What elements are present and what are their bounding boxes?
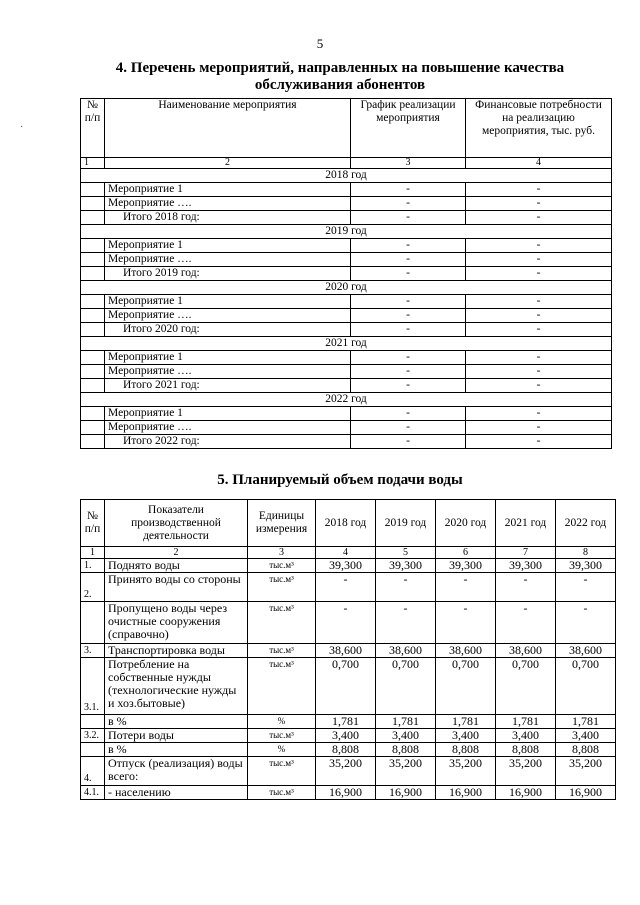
measure-name: Мероприятие …. bbox=[105, 421, 351, 435]
column-numbers-row bbox=[81, 158, 612, 169]
year-value: 38,600 bbox=[556, 644, 616, 658]
row-number: 4.1. bbox=[81, 786, 105, 800]
row-number bbox=[81, 239, 105, 253]
measure-name: Мероприятие 1 bbox=[105, 183, 351, 197]
margin-mark: · bbox=[20, 122, 24, 133]
row-number: 3.2. bbox=[81, 729, 105, 743]
measure-finance: - bbox=[466, 253, 612, 267]
column-number: 4 bbox=[466, 158, 612, 169]
year-value: 35,200 bbox=[316, 757, 376, 786]
measure-finance: - bbox=[466, 309, 612, 323]
row-number bbox=[81, 197, 105, 211]
year-value: 1,781 bbox=[556, 715, 616, 729]
measure-finance: - bbox=[466, 421, 612, 435]
measure-schedule: - bbox=[351, 379, 466, 393]
page-number: 5 bbox=[316, 36, 324, 51]
measure-schedule: - bbox=[351, 197, 466, 211]
year-value: 39,300 bbox=[376, 559, 436, 573]
column-number: 6 bbox=[436, 547, 496, 559]
header-cell: График реализации мероприятия bbox=[351, 99, 466, 158]
measure-finance: - bbox=[466, 365, 612, 379]
measure-row bbox=[81, 407, 612, 421]
year-value: 16,900 bbox=[316, 786, 376, 800]
year-value: 8,808 bbox=[436, 743, 496, 757]
row-number bbox=[81, 211, 105, 225]
year-total-label: Итого 2022 год: bbox=[105, 435, 351, 449]
column-number: 5 bbox=[376, 547, 436, 559]
year-row bbox=[81, 225, 612, 239]
row-number bbox=[81, 743, 105, 757]
measure-row bbox=[81, 295, 612, 309]
unit-cell: тыс.м³ bbox=[248, 602, 316, 644]
measure-finance: - bbox=[466, 183, 612, 197]
year-value: 38,600 bbox=[316, 644, 376, 658]
row-number bbox=[81, 379, 105, 393]
row-number bbox=[81, 435, 105, 449]
indicator-name: Пропущено воды через очистные сооружения (справочно) bbox=[105, 602, 248, 644]
year-value: - bbox=[316, 602, 376, 644]
year-total-label: Итого 2018 год: bbox=[105, 211, 351, 225]
year-value: - bbox=[436, 573, 496, 602]
measure-row bbox=[81, 239, 612, 253]
row-number bbox=[81, 602, 105, 644]
header-cell: Единицы измерения bbox=[248, 500, 316, 547]
measure-name: Мероприятие 1 bbox=[105, 351, 351, 365]
row-number bbox=[81, 365, 105, 379]
measure-finance: - bbox=[466, 295, 612, 309]
unit-cell: тыс.м³ bbox=[248, 644, 316, 658]
supply-row bbox=[81, 644, 616, 658]
year-value: 8,808 bbox=[496, 743, 556, 757]
column-number: 2 bbox=[105, 158, 351, 169]
row-number bbox=[81, 183, 105, 197]
measure-finance: - bbox=[466, 239, 612, 253]
indicator-name: Поднято воды bbox=[105, 559, 248, 573]
measure-name: Мероприятие 1 bbox=[105, 239, 351, 253]
year-value: 16,900 bbox=[436, 786, 496, 800]
year-value: - bbox=[376, 573, 436, 602]
header-cell: 2018 год bbox=[316, 500, 376, 547]
column-number: 1 bbox=[81, 547, 105, 559]
year-label: 2020 год bbox=[81, 281, 612, 295]
year-total-label: Итого 2020 год: bbox=[105, 323, 351, 337]
supply-row bbox=[81, 729, 616, 743]
column-number: 1 bbox=[81, 158, 105, 169]
year-value: 3,400 bbox=[316, 729, 376, 743]
year-row bbox=[81, 169, 612, 183]
year-value: 35,200 bbox=[436, 757, 496, 786]
measure-row bbox=[81, 379, 612, 393]
measure-schedule: - bbox=[351, 435, 466, 449]
year-row bbox=[81, 281, 612, 295]
measure-name: Мероприятие …. bbox=[105, 365, 351, 379]
year-value: 1,781 bbox=[436, 715, 496, 729]
unit-cell: тыс.м³ bbox=[248, 729, 316, 743]
year-value: - bbox=[436, 602, 496, 644]
row-number bbox=[81, 267, 105, 281]
measure-schedule: - bbox=[351, 183, 466, 197]
column-number: 4 bbox=[316, 547, 376, 559]
year-value: - bbox=[496, 602, 556, 644]
measure-schedule: - bbox=[351, 295, 466, 309]
section5-title: 5. Планируемый объем подачи воды bbox=[217, 472, 463, 488]
year-value: 16,900 bbox=[496, 786, 556, 800]
measure-schedule: - bbox=[351, 211, 466, 225]
measure-schedule: - bbox=[351, 309, 466, 323]
year-value: 35,200 bbox=[496, 757, 556, 786]
column-numbers-row bbox=[81, 547, 616, 559]
measure-finance: - bbox=[466, 323, 612, 337]
supply-row bbox=[81, 658, 616, 715]
year-value: - bbox=[556, 573, 616, 602]
year-value: 35,200 bbox=[376, 757, 436, 786]
indicator-name: Транспортировка воды bbox=[105, 644, 248, 658]
header-cell: № п/п bbox=[81, 500, 105, 547]
supply-row bbox=[81, 715, 616, 729]
indicator-name: - населению bbox=[105, 786, 248, 800]
row-number bbox=[81, 351, 105, 365]
header-cell: 2022 год bbox=[556, 500, 616, 547]
measure-row bbox=[81, 211, 612, 225]
measure-schedule: - bbox=[351, 239, 466, 253]
year-value: 3,400 bbox=[436, 729, 496, 743]
measures-header-row bbox=[81, 99, 612, 158]
header-cell: 2019 год bbox=[376, 500, 436, 547]
indicator-name: Потребление на собственные нужды (технологические нужды и хоз.бытовые) bbox=[105, 658, 248, 715]
measure-schedule: - bbox=[351, 267, 466, 281]
year-value: 16,900 bbox=[376, 786, 436, 800]
unit-cell: тыс.м³ bbox=[248, 658, 316, 715]
column-number: 8 bbox=[556, 547, 616, 559]
year-label: 2018 год bbox=[81, 169, 612, 183]
year-value: 8,808 bbox=[556, 743, 616, 757]
header-cell: Показатели производственной деятельности bbox=[105, 500, 248, 547]
row-number: 3. bbox=[81, 644, 105, 658]
supply-row bbox=[81, 602, 616, 644]
year-row bbox=[81, 393, 612, 407]
year-value: 39,300 bbox=[436, 559, 496, 573]
row-number bbox=[81, 407, 105, 421]
column-number: 3 bbox=[248, 547, 316, 559]
measure-row bbox=[81, 351, 612, 365]
measure-schedule: - bbox=[351, 351, 466, 365]
year-label: 2022 год bbox=[81, 393, 612, 407]
year-value: 8,808 bbox=[316, 743, 376, 757]
year-value: 39,300 bbox=[316, 559, 376, 573]
year-value: 35,200 bbox=[556, 757, 616, 786]
row-number: 1. bbox=[81, 559, 105, 573]
measure-finance: - bbox=[466, 267, 612, 281]
measures-table bbox=[80, 98, 612, 449]
supply-row bbox=[81, 786, 616, 800]
unit-cell: тыс.м³ bbox=[248, 786, 316, 800]
year-value: 3,400 bbox=[556, 729, 616, 743]
row-number bbox=[81, 253, 105, 267]
year-row bbox=[81, 337, 612, 351]
year-total-label: Итого 2019 год: bbox=[105, 267, 351, 281]
unit-cell: тыс.м³ bbox=[248, 757, 316, 786]
year-label: 2019 год bbox=[81, 225, 612, 239]
header-cell: № п/п bbox=[81, 99, 105, 158]
measure-row bbox=[81, 435, 612, 449]
measure-finance: - bbox=[466, 197, 612, 211]
year-value: 0,700 bbox=[496, 658, 556, 715]
row-number bbox=[81, 323, 105, 337]
year-value: - bbox=[376, 602, 436, 644]
measure-finance: - bbox=[466, 407, 612, 421]
year-value: 8,808 bbox=[376, 743, 436, 757]
measure-name: Мероприятие 1 bbox=[105, 295, 351, 309]
supply-header-row bbox=[81, 500, 616, 547]
column-number: 2 bbox=[105, 547, 248, 559]
measure-finance: - bbox=[466, 379, 612, 393]
indicator-name: в % bbox=[105, 743, 248, 757]
year-value: - bbox=[496, 573, 556, 602]
year-value: 0,700 bbox=[376, 658, 436, 715]
year-value: 1,781 bbox=[316, 715, 376, 729]
measure-name: Мероприятие …. bbox=[105, 197, 351, 211]
measure-finance: - bbox=[466, 211, 612, 225]
unit-cell: тыс.м³ bbox=[248, 559, 316, 573]
measure-schedule: - bbox=[351, 323, 466, 337]
row-number: 2. bbox=[81, 573, 105, 602]
column-number: 7 bbox=[496, 547, 556, 559]
supply-row bbox=[81, 573, 616, 602]
water-supply-table bbox=[80, 499, 616, 800]
year-value: 1,781 bbox=[496, 715, 556, 729]
year-value: - bbox=[556, 602, 616, 644]
supply-row bbox=[81, 757, 616, 786]
supply-row bbox=[81, 559, 616, 573]
header-cell: 2020 год bbox=[436, 500, 496, 547]
year-value: 0,700 bbox=[316, 658, 376, 715]
measure-name: Мероприятие …. bbox=[105, 309, 351, 323]
year-value: 1,781 bbox=[376, 715, 436, 729]
column-number: 3 bbox=[351, 158, 466, 169]
year-total-label: Итого 2021 год: bbox=[105, 379, 351, 393]
measure-row bbox=[81, 183, 612, 197]
measure-row bbox=[81, 267, 612, 281]
indicator-name: в % bbox=[105, 715, 248, 729]
year-value: 39,300 bbox=[496, 559, 556, 573]
row-number bbox=[81, 421, 105, 435]
unit-cell: тыс.м³ bbox=[248, 573, 316, 602]
year-value: 39,300 bbox=[556, 559, 616, 573]
measure-row bbox=[81, 197, 612, 211]
unit-cell: % bbox=[248, 715, 316, 729]
year-value: 38,600 bbox=[496, 644, 556, 658]
measure-row bbox=[81, 253, 612, 267]
year-value: 3,400 bbox=[496, 729, 556, 743]
row-number bbox=[81, 309, 105, 323]
measure-finance: - bbox=[466, 435, 612, 449]
row-number: 3.1. bbox=[81, 658, 105, 715]
indicator-name: Отпуск (реализация) воды всего: bbox=[105, 757, 248, 786]
header-cell: Наименование мероприятия bbox=[105, 99, 351, 158]
year-value: - bbox=[316, 573, 376, 602]
supply-row bbox=[81, 743, 616, 757]
year-value: 0,700 bbox=[556, 658, 616, 715]
year-value: 16,900 bbox=[556, 786, 616, 800]
indicator-name: Принято воды со стороны bbox=[105, 573, 248, 602]
measure-row bbox=[81, 309, 612, 323]
measure-finance: - bbox=[466, 351, 612, 365]
year-value: 38,600 bbox=[436, 644, 496, 658]
measure-name: Мероприятие 1 bbox=[105, 407, 351, 421]
measure-schedule: - bbox=[351, 253, 466, 267]
year-value: 38,600 bbox=[376, 644, 436, 658]
year-value: 0,700 bbox=[436, 658, 496, 715]
measure-row bbox=[81, 365, 612, 379]
header-cell: Финансовые потребности на реализацию мероприятия, тыс. руб. bbox=[466, 99, 612, 158]
measure-schedule: - bbox=[351, 407, 466, 421]
row-number: 4. bbox=[81, 757, 105, 786]
year-label: 2021 год bbox=[81, 337, 612, 351]
header-cell: 2021 год bbox=[496, 500, 556, 547]
measure-name: Мероприятие …. bbox=[105, 253, 351, 267]
measure-schedule: - bbox=[351, 365, 466, 379]
measure-schedule: - bbox=[351, 421, 466, 435]
year-value: 3,400 bbox=[376, 729, 436, 743]
row-number bbox=[81, 295, 105, 309]
measure-row bbox=[81, 323, 612, 337]
row-number bbox=[81, 715, 105, 729]
indicator-name: Потери воды bbox=[105, 729, 248, 743]
unit-cell: % bbox=[248, 743, 316, 757]
section4-title: 4. Перечень мероприятий, направленных на повышение качества обслуживания абонентов bbox=[115, 60, 565, 93]
measure-row bbox=[81, 421, 612, 435]
